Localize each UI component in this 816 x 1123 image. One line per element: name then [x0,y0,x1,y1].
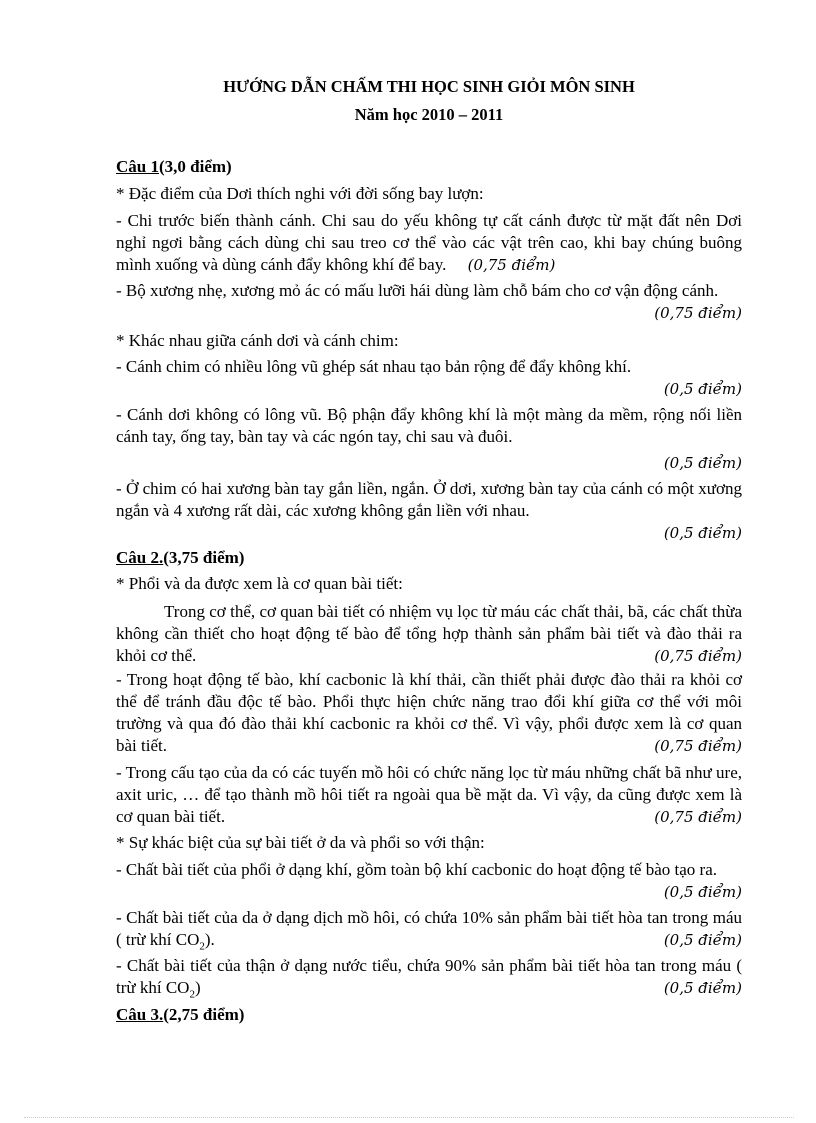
page-bottom-divider [24,1117,794,1118]
q2-item-5-score: (0,5 điểm) [663,931,742,949]
q2-item-1-score: (0,75 điểm) [654,647,742,665]
q2-number: Câu 2. [116,548,164,567]
q2-heading [116,547,742,569]
q1-item-1-score: (0,75 điểm) [467,256,556,274]
q1-item-1 [116,210,742,276]
q2-item-5-text-a: - Chất bài tiết của da ở dạng dịch mồ hôi, có chứa 10% sản phẩm bài tiết hòa tan trong máu ( trừ khí CO [116,908,742,949]
q2-item-2-score: (0,75 điểm) [654,737,742,755]
q2-item-1 [116,601,742,667]
q1-item-4-score-line [116,452,742,474]
q2-points: (3,75 điểm) [163,548,245,567]
q2-item-3-score: (0,75 điểm) [654,808,742,826]
q1-item-4 [116,404,742,448]
q1-heading [116,156,742,178]
q1-item-5-text: - Ở chim có hai xương bàn tay gắn liền, ngắn. Ở dơi, xương bàn tay của cánh có một xương ngắn và 4 xương rất dài, các xương không gắn liền với nhau. [116,479,742,520]
q1-item-2-score: (0,75 điểm) [654,304,742,322]
q1-intro-2: * Khác nhau giữa cánh dơi và cánh chim: [116,331,399,350]
q1-item-5 [116,478,742,544]
q2-item-6-text-a: - Chất bài tiết của thận ở dạng nước tiểu, chứa 90% sản phẩm bài tiết hòa tan trong máu ( trừ khí CO [116,956,742,997]
q1-points: (3,0 điểm) [158,157,232,176]
q2-item-3 [116,762,742,828]
document-title: HƯỚNG DẪN CHẤM THI HỌC SINH GIỎI MÔN SINH [223,77,635,96]
q1-item-3-score: (0,5 điểm) [663,380,742,398]
q3-heading [116,1004,742,1026]
q1-item-3-text: - Cánh chim có nhiều lông vũ ghép sát nhau tạo bản rộng để đẩy không khí. [116,357,632,376]
q2-item-5 [116,907,742,951]
q1-item-1-text: - Chi trước biến thành cánh. Chi sau do yếu không tự cất cánh được từ mặt đất nên Dơi nghỉ ngơi bằng cách dùng chi sau treo cơ thể vào các vật trên cao, khi bay chúng buông mình xuống và dùng cánh đẩy không khí để bay. [116,211,742,274]
document-page [116,76,742,126]
q1-item-2-text: - Bộ xương nhẹ, xương mỏ ác có mấu lưỡi hái dùng làm chỗ bám cho cơ vận động cánh. [116,281,719,300]
q1-item-4-score: (0,5 điểm) [663,454,742,472]
q1-intro-1: * Đặc điểm của Dơi thích nghi với đời sống bay lượn: [116,184,484,203]
q2-item-6-text-b: ) [194,978,201,997]
q2-item-5-subscript: 2 [199,940,205,953]
q2-item-6 [116,955,742,999]
q2-intro-2: * Sự khác biệt của sự bài tiết ở da và phổi so với thận: [116,833,485,852]
q1-item-4-text: - Cánh dơi không có lông vũ. Bộ phận đẩy không khí là một màng da mềm, rộng nối liền cánh tay, ống tay, bàn tay và các ngón tay, chi sau và đuôi. [116,405,742,446]
school-year: Năm học 2010 – 2011 [354,105,504,124]
q3-number: Câu 3. [116,1005,164,1024]
q2-item-4 [116,859,742,903]
q3-points: (2,75 điểm) [163,1005,245,1024]
q1-item-3 [116,356,742,400]
q2-intro-1: * Phổi và da được xem là cơ quan bài tiết: [116,574,403,593]
q2-item-2-text: - Trong hoạt động tế bào, khí cacbonic là khí thải, cần thiết phải được đào thải ra khỏi cơ thể để tránh đầu độc tế bào. Phổi thực hiện chức năng trao đổi khí giữa cơ thể với môi trường và qua đó đào thải khí cacbonic ra khỏi cơ thể. Vì vậy, phổi được xem là cơ quan bài tiết. [116,670,742,755]
q2-item-4-score: (0,5 điểm) [663,883,742,901]
q2-item-3-text: - Trong cấu tạo của da có các tuyến mồ hôi có chức năng lọc từ máu những chất bã như ure, axit uric, … để tạo thành mồ hôi tiết ra ngoài qua bề mặt da. Vì vậy, da cũng được xem là cơ quan bài tiết. [116,763,742,826]
q2-item-1-text: Trong cơ thể, cơ quan bài tiết có nhiệm vụ lọc từ máu các chất thải, bã, các chất thừa không cần thiết cho hoạt động tế bào để tổng hợp thành sản phẩm bài tiết và đào thải ra khỏi cơ thể. [116,602,742,665]
q2-item-4-text: - Chất bài tiết của phổi ở dạng khí, gồm toàn bộ khí cacbonic do hoạt động tế bào tạo ra. [116,860,718,879]
q1-number: Câu 1 [116,157,159,176]
q2-item-2 [116,669,742,757]
q1-item-5-score: (0,5 điểm) [663,524,742,542]
q2-item-5-text-b: ). [204,930,215,949]
q2-item-6-subscript: 2 [189,988,195,1001]
q1-item-2 [116,280,742,324]
q2-item-6-score: (0,5 điểm) [663,979,742,997]
